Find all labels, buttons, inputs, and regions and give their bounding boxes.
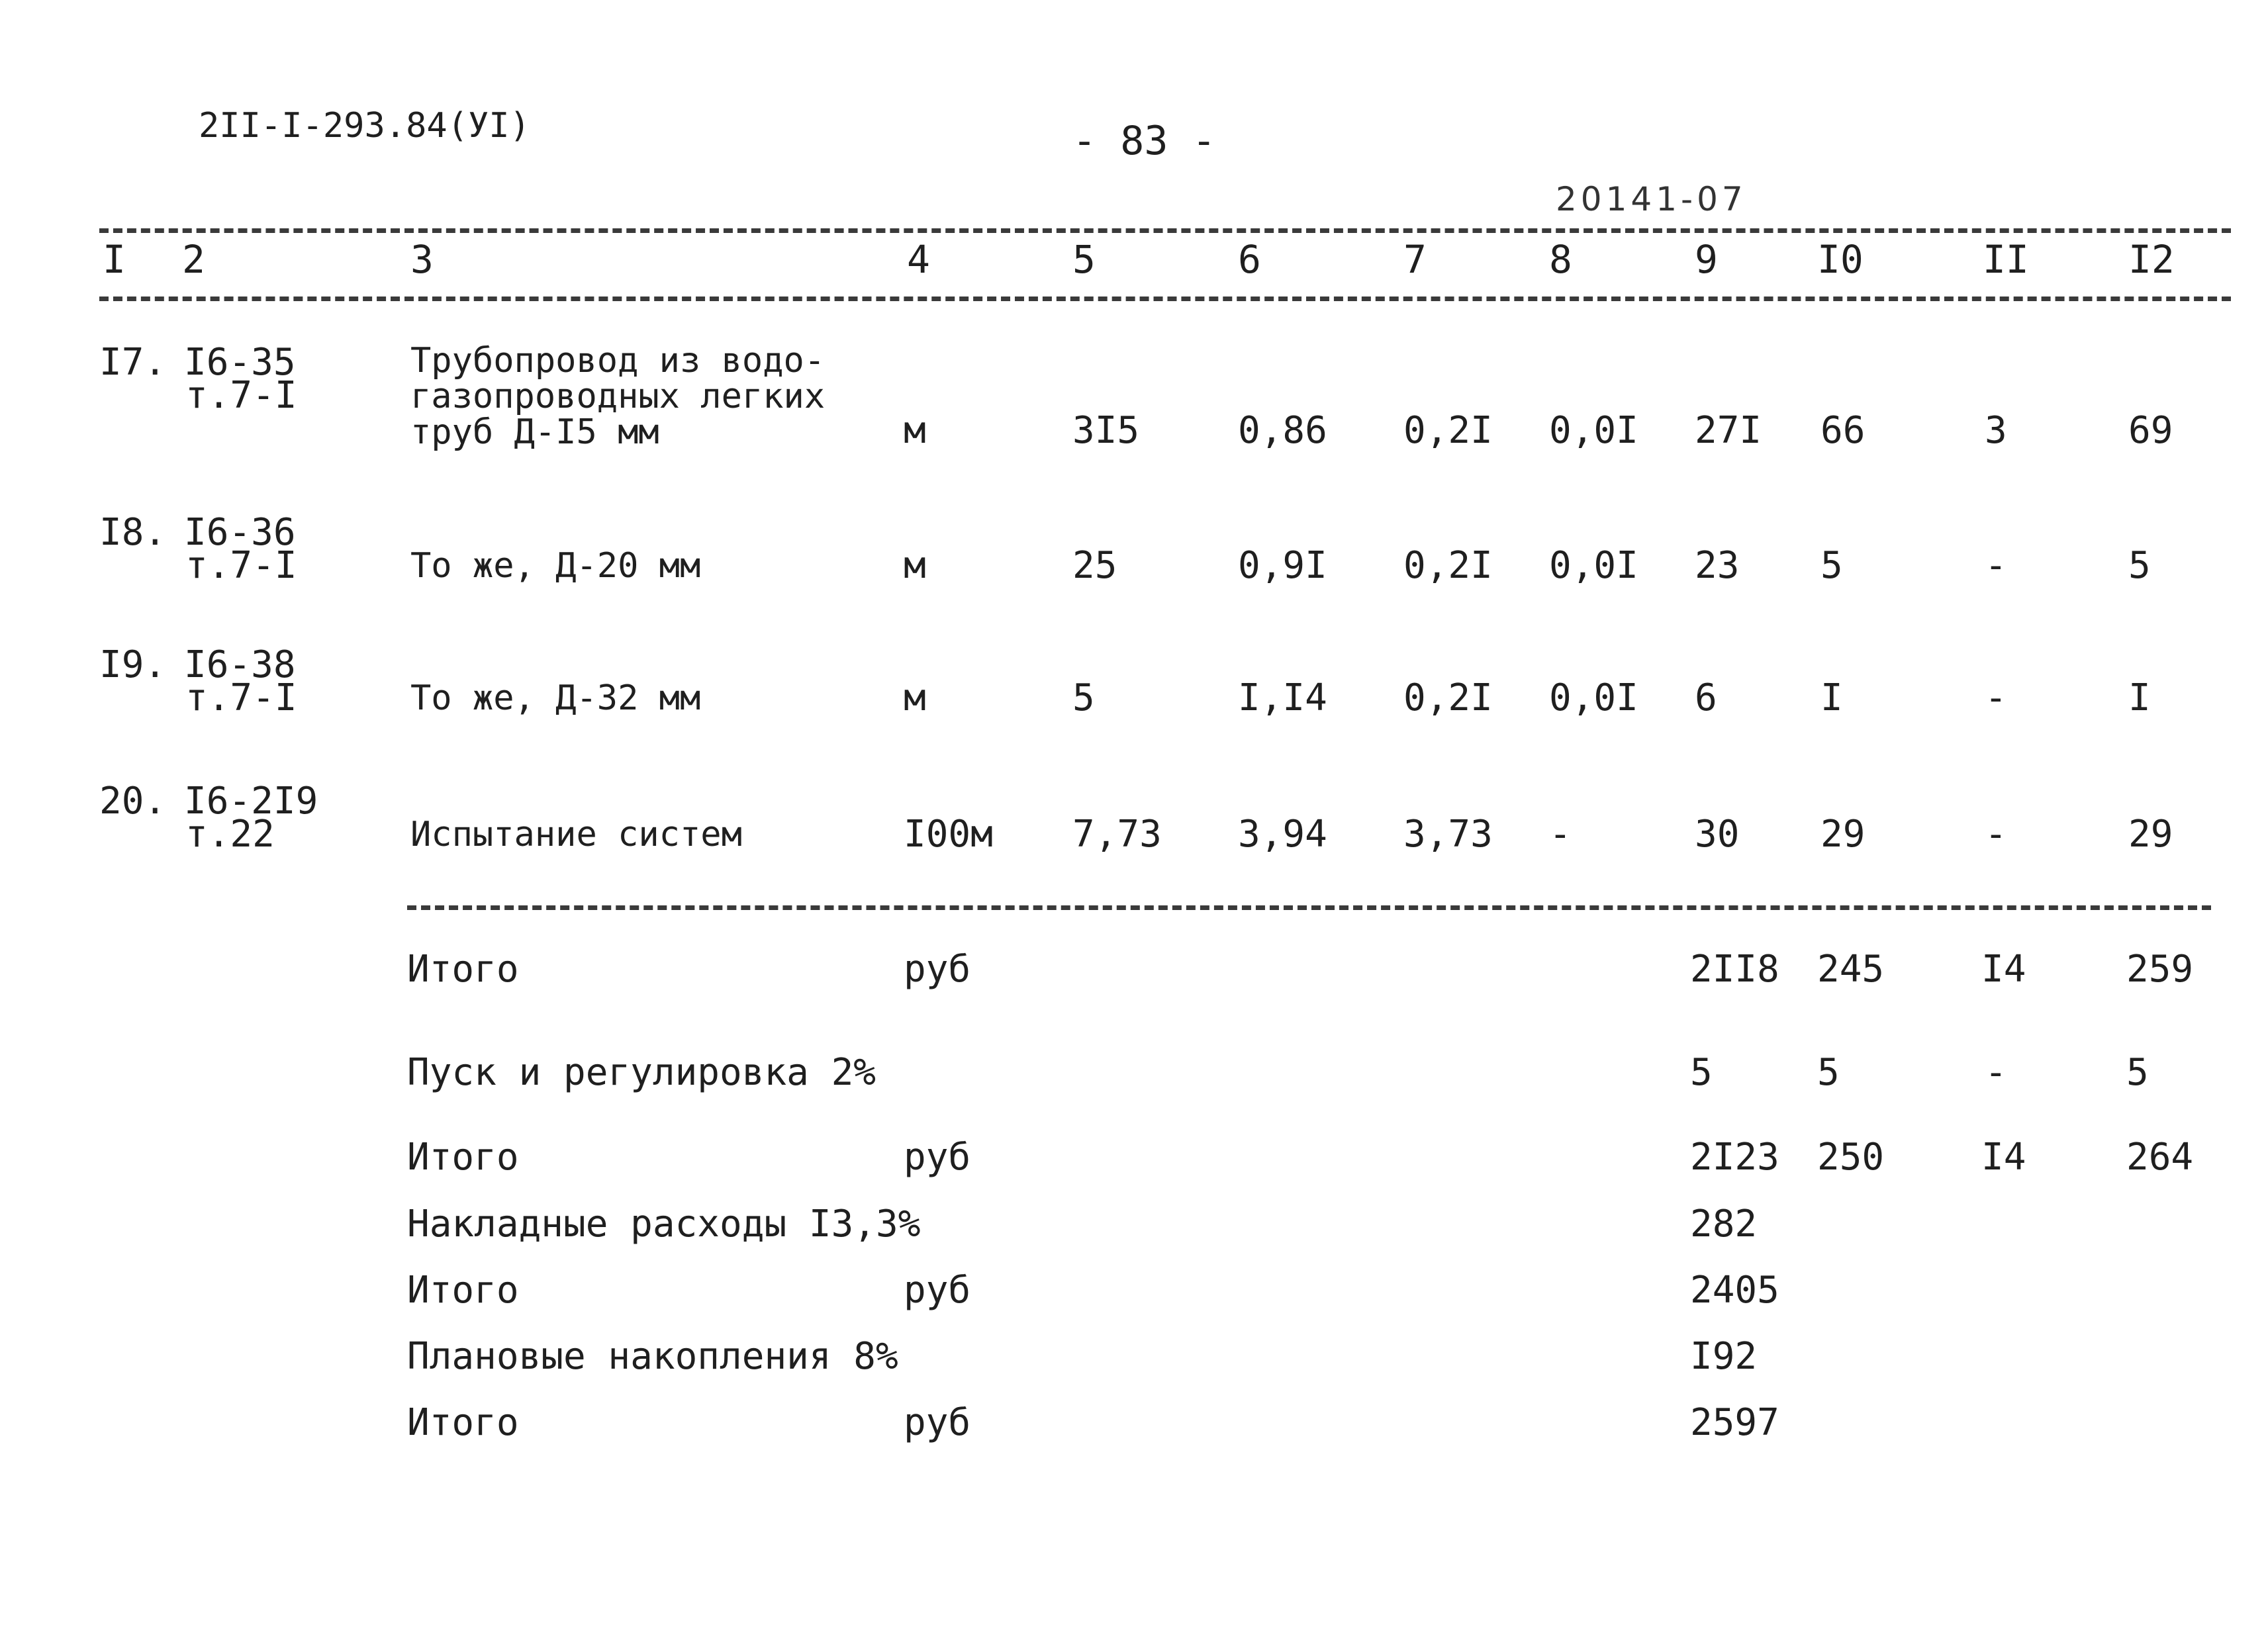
- col-header-11: II: [1983, 237, 2029, 282]
- col-header-10: I0: [1817, 237, 1864, 282]
- row-col12: 69: [2128, 409, 2173, 452]
- summary-label: Плановые накопления 8%: [407, 1335, 898, 1378]
- summary-label: Итого: [407, 1136, 519, 1179]
- row-col10: I: [1820, 676, 1843, 719]
- summary-unit: руб: [904, 1136, 971, 1179]
- row-col7: 0,2I: [1403, 544, 1493, 587]
- row-col6: 0,86: [1238, 409, 1327, 452]
- row-col9: 30: [1695, 813, 1740, 856]
- col-header-1: I: [103, 237, 126, 282]
- summary-col11: -: [1985, 1051, 2007, 1094]
- row-number: I7.: [99, 341, 167, 384]
- row-col7: 3,73: [1403, 813, 1493, 856]
- row-code: I6-38: [184, 643, 296, 686]
- row-col6: 0,9I: [1238, 544, 1327, 587]
- row-col11: 3: [1985, 409, 2007, 452]
- col-header-2: 2: [182, 237, 205, 282]
- row-col5: 5: [1072, 676, 1095, 719]
- row-col5: 3I5: [1072, 409, 1140, 452]
- row-description-line: Испытание систем: [410, 815, 742, 854]
- summary-col12: 5: [2126, 1051, 2149, 1094]
- row-col6: 3,94: [1238, 813, 1327, 856]
- row-col11: -: [1985, 544, 2007, 587]
- row-table-ref: т.22: [185, 813, 275, 856]
- row-code: I6-35: [184, 341, 296, 384]
- handwritten-stamp: 20141-07: [1556, 180, 1747, 218]
- row-description-line: газопроводных легких: [410, 377, 826, 416]
- row-unit: м: [904, 409, 926, 452]
- header-top-rule: [99, 228, 2231, 233]
- summary-col10: 245: [1817, 948, 1885, 991]
- row-code: I6-2I9: [184, 780, 318, 823]
- row-col12: 29: [2128, 813, 2173, 856]
- summary-col9: 2I23: [1690, 1136, 1779, 1179]
- summary-col9: 2405: [1690, 1269, 1779, 1312]
- col-header-5: 5: [1072, 237, 1096, 282]
- row-description-line: То же, Д-20 мм: [410, 546, 701, 586]
- row-number: 20.: [99, 780, 167, 823]
- row-col8: 0,0I: [1549, 544, 1638, 587]
- row-col6: I,I4: [1238, 676, 1327, 719]
- summary-col11: I4: [1981, 948, 2026, 991]
- row-unit: м: [904, 544, 926, 587]
- totals-rule: [407, 905, 2211, 910]
- row-description-line: труб Д-I5 мм: [410, 412, 659, 452]
- row-table-ref: т.7-I: [185, 676, 297, 719]
- row-table-ref: т.7-I: [185, 374, 297, 417]
- col-header-12: I2: [2128, 237, 2175, 282]
- page-number: - 83 -: [1072, 118, 1216, 164]
- summary-col12: 264: [2126, 1136, 2194, 1179]
- summary-unit: руб: [904, 948, 971, 991]
- row-col9: 27I: [1695, 409, 1762, 452]
- col-header-6: 6: [1238, 237, 1261, 282]
- row-col9: 23: [1695, 544, 1740, 587]
- col-header-9: 9: [1695, 237, 1718, 282]
- summary-col9: 282: [1690, 1203, 1758, 1246]
- summary-col9: 5: [1690, 1051, 1713, 1094]
- summary-col12: 259: [2126, 948, 2194, 991]
- row-col8: 0,0I: [1549, 676, 1638, 719]
- summary-col9: 2597: [1690, 1401, 1779, 1444]
- summary-unit: руб: [904, 1401, 971, 1444]
- row-col8: 0,0I: [1549, 409, 1638, 452]
- row-col11: -: [1985, 813, 2007, 856]
- row-col11: -: [1985, 676, 2007, 719]
- summary-label: Итого: [407, 1269, 519, 1312]
- row-col12: I: [2128, 676, 2151, 719]
- summary-label: Итого: [407, 948, 519, 991]
- row-table-ref: т.7-I: [185, 544, 297, 587]
- summary-label: Пуск и регулировка 2%: [407, 1051, 876, 1094]
- row-col5: 25: [1072, 544, 1117, 587]
- summary-col11: I4: [1981, 1136, 2026, 1179]
- summary-col10: 250: [1817, 1136, 1885, 1179]
- col-header-4: 4: [907, 237, 930, 282]
- header-bottom-rule: [99, 297, 2231, 301]
- row-col8: -: [1549, 813, 1572, 856]
- summary-col9: 2II8: [1690, 948, 1779, 991]
- row-col7: 0,2I: [1403, 676, 1493, 719]
- row-description-line: Трубопровод из водо-: [410, 341, 826, 381]
- summary-unit: руб: [904, 1269, 971, 1312]
- summary-col9: I92: [1690, 1335, 1758, 1378]
- col-header-3: 3: [410, 237, 434, 282]
- row-col10: 29: [1820, 813, 1866, 856]
- row-col10: 5: [1820, 544, 1843, 587]
- summary-label: Итого: [407, 1401, 519, 1444]
- row-unit: м: [904, 676, 926, 719]
- row-col7: 0,2I: [1403, 409, 1493, 452]
- row-col10: 66: [1820, 409, 1866, 452]
- row-description-line: То же, Д-32 мм: [410, 678, 701, 718]
- col-header-7: 7: [1403, 237, 1427, 282]
- row-col9: 6: [1695, 676, 1717, 719]
- summary-label: Накладные расходы I3,3%: [407, 1203, 921, 1246]
- row-col12: 5: [2128, 544, 2151, 587]
- row-number: I8.: [99, 511, 167, 554]
- row-number: I9.: [99, 643, 167, 686]
- col-header-8: 8: [1549, 237, 1572, 282]
- row-unit: I00м: [904, 813, 993, 856]
- summary-col10: 5: [1817, 1051, 1840, 1094]
- document-code: 2II-I-293.84(УI): [199, 106, 530, 146]
- row-col5: 7,73: [1072, 813, 1162, 856]
- row-code: I6-36: [184, 511, 296, 554]
